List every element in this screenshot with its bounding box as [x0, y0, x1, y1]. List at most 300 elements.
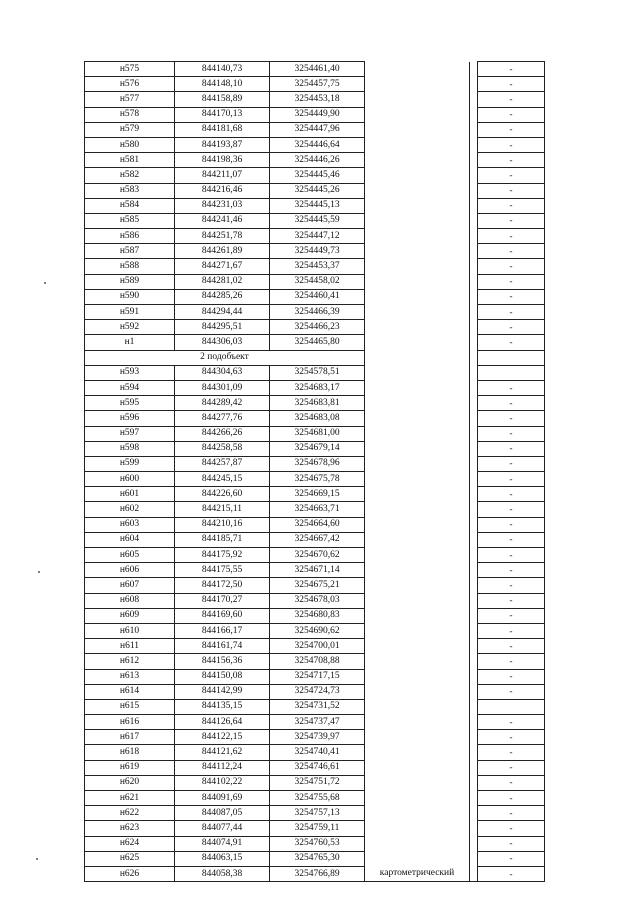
y-coordinate-cell: 3254457,75	[270, 77, 365, 92]
spacer-cell	[470, 487, 478, 502]
method-cell	[365, 821, 470, 836]
note-cell: -	[478, 517, 545, 532]
note-cell: -	[478, 502, 545, 517]
spacer-cell	[470, 821, 478, 836]
x-coordinate-cell: 844175,55	[175, 563, 270, 578]
x-coordinate-cell: 844226,60	[175, 487, 270, 502]
y-coordinate-cell: 3254670,62	[270, 548, 365, 563]
method-cell	[365, 791, 470, 806]
point-name-cell: н586	[85, 229, 175, 244]
point-name-cell: н592	[85, 320, 175, 335]
x-coordinate-cell: 844258,58	[175, 441, 270, 456]
y-coordinate-cell: 3254465,80	[270, 335, 365, 350]
spacer-cell	[470, 365, 478, 380]
table-row	[85, 365, 545, 380]
note-cell: -	[478, 639, 545, 654]
y-coordinate-cell: 3254466,23	[270, 320, 365, 335]
note-cell: -	[478, 153, 545, 168]
point-name-cell: н614	[85, 684, 175, 699]
table-row	[85, 806, 545, 821]
method-cell: картометрический	[365, 866, 470, 881]
spacer-cell	[470, 122, 478, 137]
table-row	[85, 730, 545, 745]
spacer-cell	[470, 623, 478, 638]
y-coordinate-cell: 3254460,41	[270, 289, 365, 304]
point-name-cell: н576	[85, 77, 175, 92]
y-coordinate-cell: 3254708,88	[270, 654, 365, 669]
note-cell: -	[478, 259, 545, 274]
method-cell	[365, 456, 470, 471]
table-row	[85, 92, 545, 107]
method-cell	[365, 699, 470, 714]
table-row	[85, 836, 545, 851]
note-cell: -	[478, 122, 545, 137]
note-cell: -	[478, 563, 545, 578]
note-cell: -	[478, 821, 545, 836]
scan-speck	[36, 858, 38, 860]
note-cell: -	[478, 775, 545, 790]
spacer-cell	[470, 289, 478, 304]
point-name-cell: н610	[85, 623, 175, 638]
x-coordinate-cell: 844135,15	[175, 699, 270, 714]
spacer-cell	[470, 699, 478, 714]
table-row	[85, 502, 545, 517]
y-coordinate-cell: 3254447,96	[270, 122, 365, 137]
note-cell: -	[478, 183, 545, 198]
y-coordinate-cell: 3254737,47	[270, 715, 365, 730]
y-coordinate-cell: 3254759,11	[270, 821, 365, 836]
y-coordinate-cell: 3254461,40	[270, 62, 365, 77]
method-cell	[365, 350, 470, 365]
y-coordinate-cell: 3254671,14	[270, 563, 365, 578]
x-coordinate-cell: 844295,51	[175, 320, 270, 335]
point-name-cell: н617	[85, 730, 175, 745]
x-coordinate-cell: 844148,10	[175, 77, 270, 92]
scan-speck	[38, 571, 40, 573]
note-cell: -	[478, 289, 545, 304]
spacer-cell	[470, 380, 478, 395]
x-coordinate-cell: 844112,24	[175, 760, 270, 775]
y-coordinate-cell: 3254453,18	[270, 92, 365, 107]
method-cell	[365, 806, 470, 821]
table-row	[85, 654, 545, 669]
note-cell: -	[478, 198, 545, 213]
x-coordinate-cell: 844170,27	[175, 593, 270, 608]
table-row	[85, 441, 545, 456]
table-row	[85, 866, 545, 881]
method-cell	[365, 669, 470, 684]
spacer-cell	[470, 532, 478, 547]
point-name-cell: н626	[85, 866, 175, 881]
point-name-cell: н593	[85, 365, 175, 380]
point-name-cell: н611	[85, 639, 175, 654]
note-cell: -	[478, 107, 545, 122]
table-row	[85, 122, 545, 137]
table-row	[85, 229, 545, 244]
note-cell: -	[478, 137, 545, 152]
table-row	[85, 775, 545, 790]
spacer-cell	[470, 684, 478, 699]
spacer-cell	[470, 229, 478, 244]
y-coordinate-cell: 3254445,46	[270, 168, 365, 183]
x-coordinate-cell: 844175,92	[175, 548, 270, 563]
point-name-cell: н588	[85, 259, 175, 274]
spacer-cell	[470, 851, 478, 866]
note-cell: -	[478, 608, 545, 623]
spacer-cell	[470, 153, 478, 168]
note-cell: -	[478, 472, 545, 487]
point-name-cell: н615	[85, 699, 175, 714]
y-coordinate-cell: 3254466,39	[270, 305, 365, 320]
table-row	[85, 320, 545, 335]
method-cell	[365, 335, 470, 350]
note-cell: -	[478, 456, 545, 471]
point-name-cell: н581	[85, 153, 175, 168]
x-coordinate-cell: 844216,46	[175, 183, 270, 198]
spacer-cell	[470, 517, 478, 532]
x-coordinate-cell: 844285,26	[175, 289, 270, 304]
table-row	[85, 821, 545, 836]
point-name-cell: н587	[85, 244, 175, 259]
y-coordinate-cell: 3254681,00	[270, 426, 365, 441]
point-name-cell: н605	[85, 548, 175, 563]
note-cell: -	[478, 623, 545, 638]
spacer-cell	[470, 77, 478, 92]
point-name-cell: н584	[85, 198, 175, 213]
spacer-cell	[470, 168, 478, 183]
x-coordinate-cell: 844215,11	[175, 502, 270, 517]
spacer-cell	[470, 244, 478, 259]
table-row	[85, 623, 545, 638]
y-coordinate-cell: 3254447,12	[270, 229, 365, 244]
y-coordinate-cell: 3254724,73	[270, 684, 365, 699]
y-coordinate-cell: 3254678,03	[270, 593, 365, 608]
y-coordinate-cell: 3254690,62	[270, 623, 365, 638]
x-coordinate-cell: 844306,03	[175, 335, 270, 350]
note-cell: -	[478, 760, 545, 775]
method-cell	[365, 836, 470, 851]
x-coordinate-cell: 844266,26	[175, 426, 270, 441]
x-coordinate-cell: 844169,60	[175, 608, 270, 623]
method-cell	[365, 183, 470, 198]
method-cell	[365, 305, 470, 320]
spacer-cell	[470, 502, 478, 517]
note-cell: -	[478, 791, 545, 806]
y-coordinate-cell: 3254751,72	[270, 775, 365, 790]
table-row	[85, 851, 545, 866]
note-cell: -	[478, 411, 545, 426]
spacer-cell	[470, 426, 478, 441]
note-cell: -	[478, 806, 545, 821]
point-name-cell: н604	[85, 532, 175, 547]
note-cell: -	[478, 669, 545, 684]
note-cell: -	[478, 532, 545, 547]
y-coordinate-cell: 3254755,68	[270, 791, 365, 806]
table-row	[85, 578, 545, 593]
y-coordinate-cell: 3254765,30	[270, 851, 365, 866]
coordinates-table	[84, 61, 545, 882]
method-cell	[365, 137, 470, 152]
y-coordinate-cell: 3254446,26	[270, 153, 365, 168]
method-cell	[365, 289, 470, 304]
method-cell	[365, 548, 470, 563]
scan-speck	[44, 282, 46, 284]
x-coordinate-cell: 844161,74	[175, 639, 270, 654]
note-cell: -	[478, 62, 545, 77]
method-cell	[365, 487, 470, 502]
note-cell: -	[478, 487, 545, 502]
method-cell	[365, 77, 470, 92]
table-row	[85, 153, 545, 168]
spacer-cell	[470, 198, 478, 213]
x-coordinate-cell: 844289,42	[175, 396, 270, 411]
method-cell	[365, 760, 470, 775]
y-coordinate-cell: 3254449,73	[270, 244, 365, 259]
point-name-cell: н600	[85, 472, 175, 487]
table-row	[85, 396, 545, 411]
x-coordinate-cell: 844210,16	[175, 517, 270, 532]
method-cell	[365, 107, 470, 122]
spacer-cell	[470, 137, 478, 152]
table-row	[85, 487, 545, 502]
table-row	[85, 411, 545, 426]
method-cell	[365, 715, 470, 730]
y-coordinate-cell: 3254679,14	[270, 441, 365, 456]
y-coordinate-cell: 3254445,59	[270, 213, 365, 228]
note-cell: -	[478, 168, 545, 183]
spacer-cell	[470, 259, 478, 274]
spacer-cell	[470, 760, 478, 775]
note-cell	[478, 365, 545, 380]
x-coordinate-cell: 844198,36	[175, 153, 270, 168]
table-row	[85, 77, 545, 92]
method-cell	[365, 745, 470, 760]
point-name-cell: н602	[85, 502, 175, 517]
table-row	[85, 213, 545, 228]
x-coordinate-cell: 844087,05	[175, 806, 270, 821]
point-name-cell: н594	[85, 380, 175, 395]
point-name-cell: н599	[85, 456, 175, 471]
method-cell	[365, 320, 470, 335]
x-coordinate-cell: 844170,13	[175, 107, 270, 122]
y-coordinate-cell: 3254445,26	[270, 183, 365, 198]
y-coordinate-cell: 3254458,02	[270, 274, 365, 289]
point-name-cell: н625	[85, 851, 175, 866]
x-coordinate-cell: 844058,38	[175, 866, 270, 881]
y-coordinate-cell: 3254746,61	[270, 760, 365, 775]
method-cell	[365, 62, 470, 77]
point-name-cell: н578	[85, 107, 175, 122]
table-row	[85, 426, 545, 441]
method-cell	[365, 654, 470, 669]
note-cell: -	[478, 441, 545, 456]
spacer-cell	[470, 593, 478, 608]
x-coordinate-cell: 844121,62	[175, 745, 270, 760]
note-cell: -	[478, 92, 545, 107]
note-cell: -	[478, 335, 545, 350]
method-cell	[365, 122, 470, 137]
x-coordinate-cell: 844301,09	[175, 380, 270, 395]
spacer-cell	[470, 305, 478, 320]
note-cell: -	[478, 866, 545, 881]
x-coordinate-cell: 844277,76	[175, 411, 270, 426]
method-cell	[365, 593, 470, 608]
method-cell	[365, 259, 470, 274]
y-coordinate-cell: 3254675,21	[270, 578, 365, 593]
point-name-cell: н598	[85, 441, 175, 456]
y-coordinate-cell: 3254669,15	[270, 487, 365, 502]
point-name-cell: н620	[85, 775, 175, 790]
note-cell: -	[478, 396, 545, 411]
spacer-cell	[470, 320, 478, 335]
x-coordinate-cell: 844150,08	[175, 669, 270, 684]
note-cell: -	[478, 305, 545, 320]
table-row	[85, 684, 545, 699]
table-row	[85, 563, 545, 578]
spacer-cell	[470, 563, 478, 578]
x-coordinate-cell: 844156,36	[175, 654, 270, 669]
table-row	[85, 699, 545, 714]
spacer-cell	[470, 350, 478, 365]
point-name-cell: н618	[85, 745, 175, 760]
table-row	[85, 259, 545, 274]
y-coordinate-cell: 3254663,71	[270, 502, 365, 517]
table-row	[85, 532, 545, 547]
method-cell	[365, 851, 470, 866]
point-name-cell: н612	[85, 654, 175, 669]
method-cell	[365, 502, 470, 517]
x-coordinate-cell: 844181,68	[175, 122, 270, 137]
note-cell: -	[478, 593, 545, 608]
spacer-cell	[470, 548, 478, 563]
table-row	[85, 335, 545, 350]
x-coordinate-cell: 844185,71	[175, 532, 270, 547]
note-cell: -	[478, 244, 545, 259]
table-row	[85, 593, 545, 608]
table-row	[85, 305, 545, 320]
table-row	[85, 472, 545, 487]
note-cell: -	[478, 715, 545, 730]
method-cell	[365, 244, 470, 259]
point-name-cell: н601	[85, 487, 175, 502]
y-coordinate-cell: 3254578,51	[270, 365, 365, 380]
table-row	[85, 456, 545, 471]
note-cell: -	[478, 730, 545, 745]
y-coordinate-cell: 3254739,97	[270, 730, 365, 745]
method-cell	[365, 608, 470, 623]
table-row	[85, 380, 545, 395]
y-coordinate-cell: 3254740,41	[270, 745, 365, 760]
point-name-cell: н585	[85, 213, 175, 228]
table-row	[85, 183, 545, 198]
x-coordinate-cell: 844172,50	[175, 578, 270, 593]
method-cell	[365, 623, 470, 638]
x-coordinate-cell: 844211,07	[175, 168, 270, 183]
spacer-cell	[470, 92, 478, 107]
point-name-cell: н583	[85, 183, 175, 198]
method-cell	[365, 380, 470, 395]
point-name-cell: н608	[85, 593, 175, 608]
point-name-cell: н607	[85, 578, 175, 593]
method-cell	[365, 92, 470, 107]
x-coordinate-cell: 844158,89	[175, 92, 270, 107]
x-coordinate-cell: 844257,87	[175, 456, 270, 471]
spacer-cell	[470, 654, 478, 669]
point-name-cell: н609	[85, 608, 175, 623]
method-cell	[365, 274, 470, 289]
note-cell: -	[478, 745, 545, 760]
x-coordinate-cell: 844126,64	[175, 715, 270, 730]
table-row	[85, 137, 545, 152]
method-cell	[365, 396, 470, 411]
subobject-header-row	[85, 350, 545, 365]
x-coordinate-cell: 844063,15	[175, 851, 270, 866]
point-name-cell: н603	[85, 517, 175, 532]
y-coordinate-cell: 3254667,42	[270, 532, 365, 547]
y-coordinate-cell: 3254453,37	[270, 259, 365, 274]
x-coordinate-cell: 844166,17	[175, 623, 270, 638]
y-coordinate-cell: 3254680,83	[270, 608, 365, 623]
spacer-cell	[470, 396, 478, 411]
x-coordinate-cell: 844077,44	[175, 821, 270, 836]
note-cell: -	[478, 229, 545, 244]
x-coordinate-cell: 844245,15	[175, 472, 270, 487]
note-cell	[478, 699, 545, 714]
y-coordinate-cell: 3254700,01	[270, 639, 365, 654]
x-coordinate-cell: 844231,03	[175, 198, 270, 213]
point-name-cell: н606	[85, 563, 175, 578]
spacer-cell	[470, 791, 478, 806]
note-cell: -	[478, 320, 545, 335]
spacer-cell	[470, 274, 478, 289]
point-name-cell: н591	[85, 305, 175, 320]
y-coordinate-cell: 3254449,90	[270, 107, 365, 122]
table-row	[85, 289, 545, 304]
table-row	[85, 168, 545, 183]
y-coordinate-cell: 3254760,53	[270, 836, 365, 851]
note-cell	[478, 350, 545, 365]
table-row	[85, 62, 545, 77]
spacer-cell	[470, 715, 478, 730]
method-cell	[365, 639, 470, 654]
point-name-cell: н616	[85, 715, 175, 730]
point-name-cell: н596	[85, 411, 175, 426]
method-cell	[365, 684, 470, 699]
method-cell	[365, 578, 470, 593]
table-row	[85, 198, 545, 213]
note-cell: -	[478, 851, 545, 866]
spacer-cell	[470, 456, 478, 471]
point-name-cell: н589	[85, 274, 175, 289]
y-coordinate-cell: 3254675,78	[270, 472, 365, 487]
table-row	[85, 274, 545, 289]
note-cell: -	[478, 380, 545, 395]
table-row	[85, 639, 545, 654]
method-cell	[365, 168, 470, 183]
spacer-cell	[470, 335, 478, 350]
spacer-cell	[470, 578, 478, 593]
table-row	[85, 517, 545, 532]
spacer-cell	[470, 806, 478, 821]
method-cell	[365, 517, 470, 532]
x-coordinate-cell: 844193,87	[175, 137, 270, 152]
point-name-cell: н619	[85, 760, 175, 775]
x-coordinate-cell: 844241,46	[175, 213, 270, 228]
table-row	[85, 715, 545, 730]
method-cell	[365, 198, 470, 213]
table-row	[85, 669, 545, 684]
point-name-cell: н575	[85, 62, 175, 77]
